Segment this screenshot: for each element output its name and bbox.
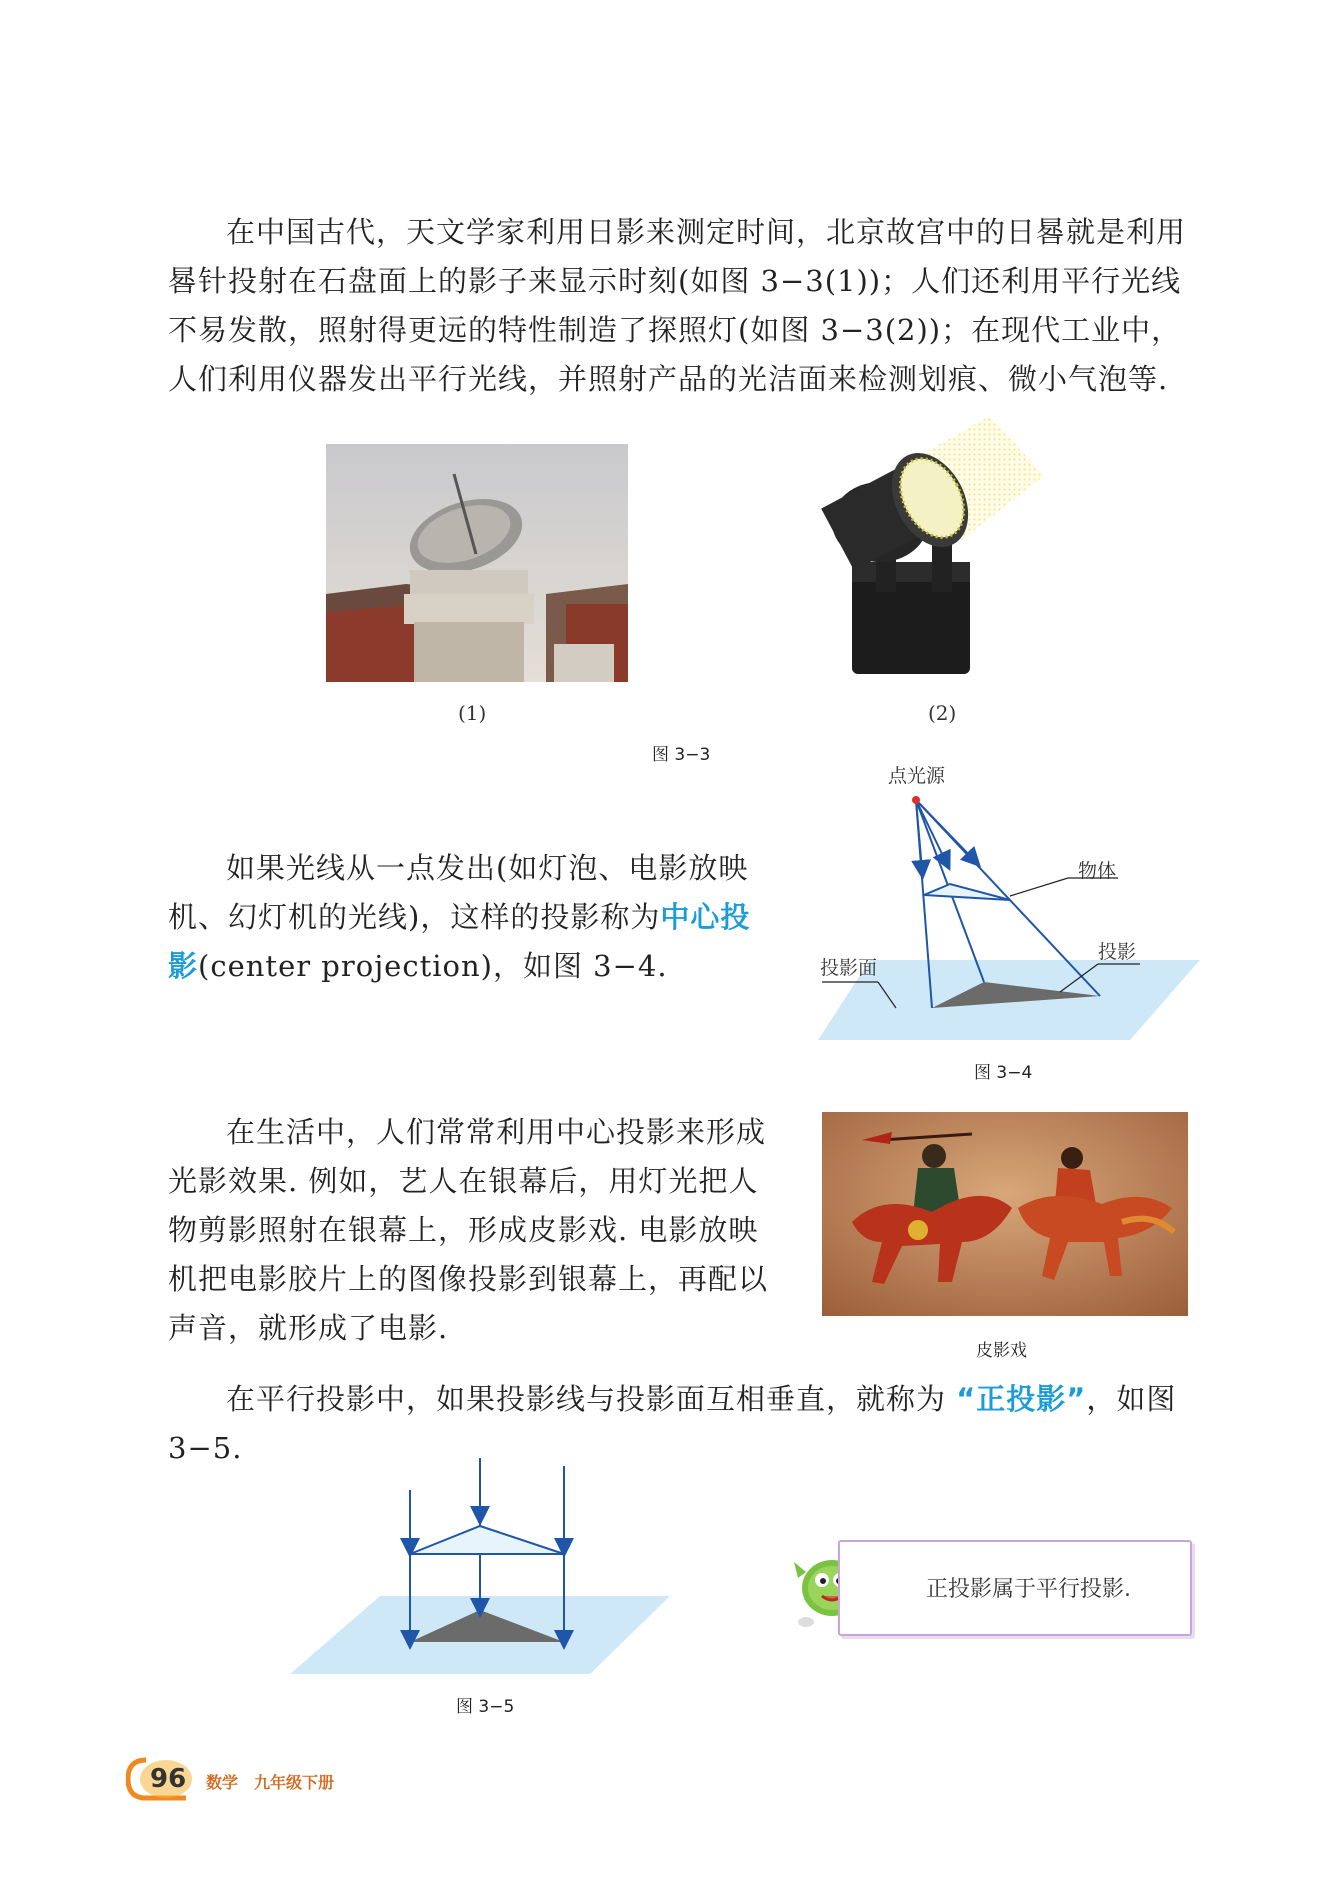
orthographic-projection-term: “正投影” [956, 1382, 1087, 1416]
point-light-source [912, 796, 920, 804]
paragraph-shadow-play: 在生活中，人们常常利用中心投影来形成光影效果. 例如，艺人在银幕后，用灯光把人物剪影照射在银幕上，形成皮影戏. 电影放映机把电影胶片上的图像投影到银幕上，再配以声音，就形成了电影. [168, 1115, 769, 1345]
figure-3-3-sub1-label: (1) [458, 701, 487, 725]
page-number: 96 [150, 1764, 187, 1794]
orthographic-text-after: ，如图 3−5. [168, 1382, 1177, 1465]
center-projection-text-after: (center projection)，如图 3−4. [198, 949, 668, 983]
label-projection-plane: 投影面 [820, 957, 878, 979]
label-projection: 投影 [1098, 941, 1137, 963]
shadow-play-caption: 皮影戏 [976, 1341, 1027, 1361]
figure-3-3-caption: 图 3−3 [652, 745, 711, 765]
shadow-play-photo [822, 1112, 1188, 1316]
label-point-source: 点光源 [888, 765, 946, 787]
paragraph-center-projection [168, 844, 778, 991]
orthographic-text-before: 在平行投影中，如果投影线与投影面互相垂直，就称为 [226, 1382, 957, 1416]
book-title: 数学 九年级下册 [206, 1773, 335, 1792]
sundial-photo [326, 444, 628, 682]
tip-note-text: 正投影属于平行投影. [926, 1577, 1131, 1602]
tip-note [838, 1540, 1192, 1636]
center-projection-text-before: 如果光线从一点发出(如灯泡、电影放映机、幻灯机的光线)，这样的投影称为 [168, 851, 749, 934]
figure-3-3-sub2-label: (2) [928, 701, 957, 725]
center-projection-diagram [800, 760, 1200, 1070]
paragraph-ancient-sundial: 在中国古代，天文学家利用日影来测定时间，北京故宫中的日晷就是利用晷针投射在石盘面上的影子来显示时刻(如图 3−3(1))；人们还利用平行光线不易发散，照射得更远的特性制造了探照灯(如图 3−3(2))；在现代工业中，人们利用仪器发出平行光线，并照射产品的光洁面来检测划痕、微小气泡等. [168, 215, 1187, 396]
searchlight-photo [812, 412, 1044, 684]
figure-3-5-caption: 图 3−5 [456, 1697, 515, 1717]
orthographic-projection-diagram [290, 1450, 680, 1680]
center-projection-term: 中心投影 [168, 900, 751, 983]
figure-3-4-caption: 图 3−4 [974, 1063, 1033, 1083]
label-object: 物体 [1078, 860, 1117, 882]
ortho-projection-object [410, 1526, 564, 1554]
